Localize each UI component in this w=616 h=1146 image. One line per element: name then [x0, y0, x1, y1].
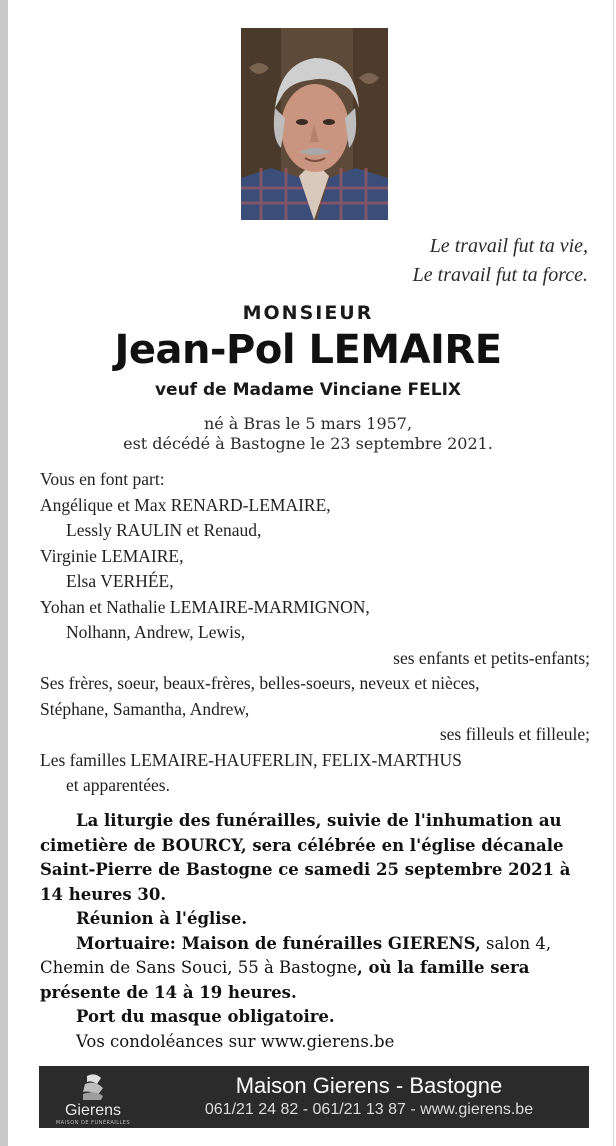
- funeral-home-name: Maison Gierens - Bastogne: [235, 1073, 503, 1098]
- family-line: Lessly RAULIN et Renaud,: [66, 520, 262, 540]
- family-line: Ses frères, soeur, beaux-frères, belles-soeurs, neveux et nièces,: [40, 673, 480, 693]
- family-relation: ses enfants et petits-enfants;: [393, 647, 590, 668]
- portrait-photo: [241, 28, 388, 220]
- mortuary-address: salon 4, Chemin de Sans Souci, 55 à Bastogne: [40, 933, 552, 977]
- death-line: est décédé à Bastogne le 23 septembre 2021.: [123, 434, 493, 453]
- mortuary-text: [40, 932, 580, 1006]
- family-line: Les familles LEMAIRE-HAUFERLIN, FELIX-MARTHUS: [40, 749, 462, 770]
- quote-line-1: Le travail fut ta vie,: [429, 235, 588, 257]
- funeral-home-banner: [39, 1066, 589, 1128]
- funeral-details: [40, 809, 580, 1054]
- honorific-title: MONSIEUR: [242, 302, 374, 324]
- widow-of-line: veuf de Madame Vinciane FELIX: [154, 380, 462, 400]
- mortuary-bold: Mortuaire: Maison de funérailles GIERENS,: [76, 933, 481, 953]
- family-line: Nolhann, Andrew, Lewis,: [66, 622, 246, 642]
- liturgy-text: La liturgie des funérailles, suivie de l'inhumation au cimetière de BOURCY, sera célébrée en l'église décanale Saint-Pierre de Bastogne ce samedi 25 septembre 2021 à 14 heures 30.: [40, 811, 571, 904]
- funeral-home-contact: 061/21 24 82 - 061/21 13 87 - www.gierens.be: [204, 1101, 534, 1118]
- logo-wordmark: Gierens: [64, 1102, 122, 1119]
- condolences-text: Vos condoléances sur www.gierens.be: [76, 1031, 395, 1051]
- logo-subtitle: MAISON DE FUNÉRAILLES: [55, 1120, 131, 1126]
- logo-emblem-icon: [53, 1072, 133, 1102]
- family-intro: Vous en font part:: [40, 469, 165, 489]
- family-line: Virginie LEMAIRE,: [40, 545, 184, 566]
- family-relation: ses filleuls et filleule;: [439, 724, 590, 744]
- birth-line: né à Bras le 5 mars 1957,: [203, 414, 413, 433]
- mask-notice: Port du masque obligatoire.: [76, 1007, 335, 1026]
- family-announcement: [40, 467, 590, 799]
- gierens-logo: [53, 1072, 133, 1124]
- family-line: Angélique et Max RENARD-LEMAIRE,: [40, 494, 331, 515]
- left-margin-bar: [0, 0, 8, 1146]
- right-border-line: [613, 0, 614, 1146]
- family-line: Stéphane, Samantha, Andrew,: [40, 698, 250, 719]
- deceased-name: Jean-Pol LEMAIRE: [114, 327, 502, 373]
- mortuary-hours: , où la famille sera présente de 14 à 19 heures.: [40, 958, 530, 1002]
- family-line: Elsa VERHÉE,: [66, 571, 174, 591]
- quote-line-2: Le travail fut ta force.: [412, 264, 588, 286]
- family-line: Yohan et Nathalie LEMAIRE-MARMIGNON,: [40, 596, 370, 617]
- epitaph-quote: [413, 232, 588, 290]
- meeting-text: Réunion à l'église.: [76, 909, 248, 928]
- family-line: et apparentées.: [66, 775, 170, 795]
